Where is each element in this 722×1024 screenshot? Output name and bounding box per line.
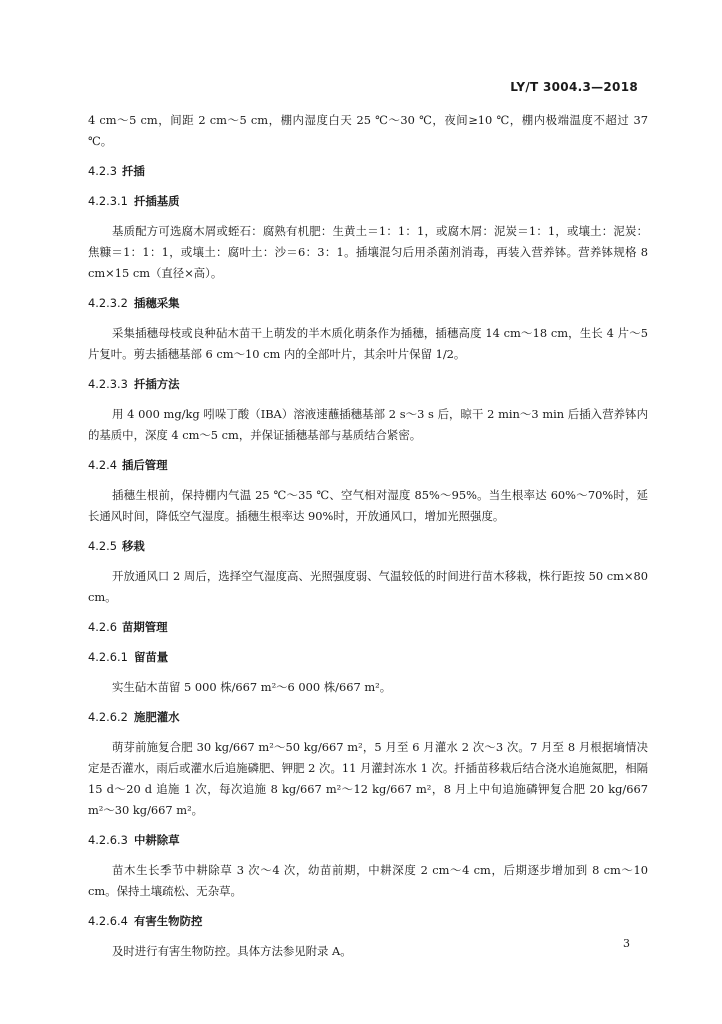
section-number: 4.2.6	[88, 620, 117, 634]
section-title: 留苗量	[134, 650, 169, 664]
body-paragraph: 实生砧木苗留 5 000 株/667 m²～6 000 株/667 m²。	[112, 680, 392, 694]
body-paragraph: 开放通风口 2 周后，选择空气湿度高、光照强度弱、气温较低的时间进行苗木移栽，株行距按 50 cm×80 cm。	[88, 569, 648, 604]
body-paragraph: 采集插穗母枝或良种砧木苗干上萌发的半木质化萌条作为插穗，插穗高度 14 cm～18 cm，生长 4 片～5 片复叶。剪去插穗基部 6 cm～10 cm 内的全部叶片，其余叶片保留 1/2。	[88, 326, 648, 361]
section-title: 中耕除草	[134, 833, 180, 847]
standard-code: LY/T 3004.3—2018	[510, 80, 638, 94]
section-heading	[88, 707, 648, 728]
section-heading	[88, 161, 648, 182]
section-title: 苗期管理	[122, 620, 168, 634]
section-title: 插后管理	[122, 458, 168, 472]
section-number: 4.2.3.1	[88, 194, 128, 208]
body-paragraph: 及时进行有害生物防控。具体方法参见附录 A。	[112, 944, 352, 958]
body-paragraph: 用 4 000 mg/kg 吲哚丁酸（IBA）溶液速蘸插穗基部 2 s～3 s 后，晾干 2 min～3 min 后插入营养钵内的基质中，深度 4 cm～5 cm，并保证插穗基部与基质结合紧密。	[88, 407, 648, 442]
section-title: 移栽	[122, 539, 145, 553]
section-heading	[88, 911, 648, 932]
section-title: 施肥灌水	[134, 710, 180, 724]
section-title: 扦插	[122, 164, 145, 178]
section-number: 4.2.5	[88, 539, 117, 553]
body-paragraph: 4 cm～5 cm，间距 2 cm～5 cm，棚内湿度白天 25 ℃～30 ℃，夜间≥10 ℃，棚内极端温度不超过 37 ℃。	[88, 113, 648, 148]
body-paragraph: 萌芽前施复合肥 30 kg/667 m²～50 kg/667 m²，5 月至 6 月灌水 2 次～3 次。7 月至 8 月根据墒情决定是否灌水，雨后或灌水后追施磷肥、钾肥 2 次。11 月灌封冻水 1 次。扦插苗移栽后结合浇水追施氮肥，相隔 15 d～20 d 追施 1 次，每次追施 8 kg/667 m²～12 kg/667 m²，8 月上中旬追施磷钾复合肥 20 kg/667 m²～30 kg/667 m²。	[88, 740, 648, 817]
section-title: 插穗采集	[134, 296, 180, 310]
section-number: 4.2.6.2	[88, 710, 128, 724]
section-heading	[88, 293, 648, 314]
body-paragraph: 插穗生根前，保持棚内气温 25 ℃～35 ℃、空气相对湿度 85%～95%。当生根率达 60%～70%时，延长通风时间，降低空气湿度。插穗生根率达 90%时，开放通风口，增加光照强度。	[88, 488, 648, 523]
section-number: 4.2.6.1	[88, 650, 128, 664]
document-body	[88, 110, 648, 967]
section-heading	[88, 830, 648, 851]
page-number: 3	[623, 937, 630, 950]
section-number: 4.2.6.3	[88, 833, 128, 847]
section-number: 4.2.6.4	[88, 914, 128, 928]
section-number: 4.2.3.2	[88, 296, 128, 310]
section-number: 4.2.3.3	[88, 377, 128, 391]
section-heading	[88, 536, 648, 557]
section-heading	[88, 374, 648, 395]
section-title: 有害生物防控	[134, 914, 203, 928]
section-heading	[88, 191, 648, 212]
body-paragraph: 基质配方可选腐木屑或蛭石：腐熟有机肥：生黄土＝1：1：1，或腐木屑：泥炭＝1：1，或壤土：泥炭：焦糠＝1：1：1，或壤土：腐叶土：沙＝6：3：1。插壤混匀后用杀菌剂消毒，再装入营养钵。营养钵规格 8 cm×15 cm（直径×高）。	[88, 224, 648, 280]
section-number: 4.2.4	[88, 458, 117, 472]
section-heading	[88, 455, 648, 476]
body-paragraph: 苗木生长季节中耕除草 3 次～4 次，幼苗前期，中耕深度 2 cm～4 cm，后期逐步增加到 8 cm～10 cm。保持土壤疏松、无杂草。	[88, 863, 648, 898]
section-title: 扦插方法	[134, 377, 180, 391]
section-title: 扦插基质	[134, 194, 180, 208]
section-number: 4.2.3	[88, 164, 117, 178]
section-heading	[88, 617, 648, 638]
section-heading	[88, 647, 648, 668]
